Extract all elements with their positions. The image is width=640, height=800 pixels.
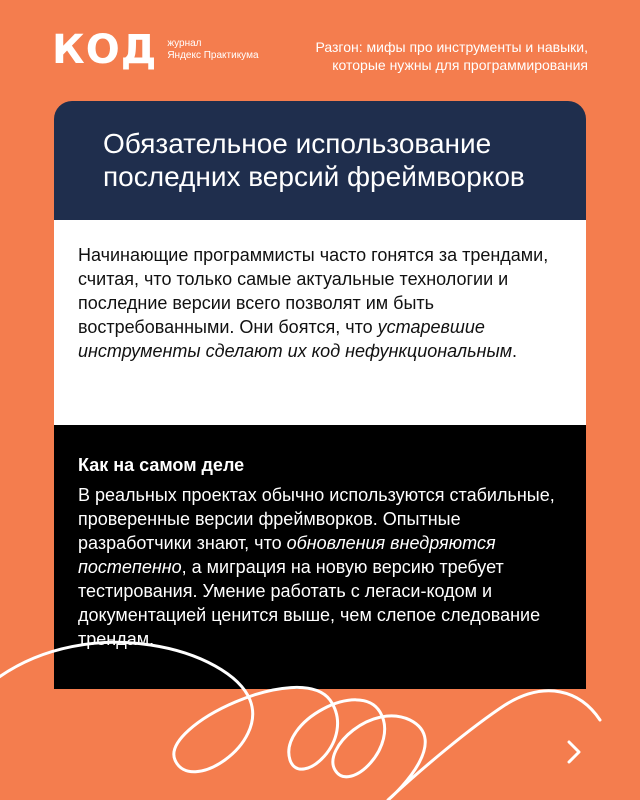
myth-lead: Начинающие программисты часто гонятся за трендами, считая, что только самые актуальные технологии и последние версии всего позволят им быть востребованными. Они боятся, что: [78, 245, 549, 337]
myth-section: [54, 220, 586, 425]
logo-subtitle-line2: Яндекс Практикума: [167, 50, 259, 61]
logo-subtitle-line1: журнал: [167, 38, 202, 49]
card-title-line2: последних версий фреймворков: [103, 161, 525, 192]
reality-part2: , а миграция на новую версию требует тестирования. Умение работать с легаси-кодом и документацией ценится выше, чем слепое следование трендам.: [78, 557, 541, 649]
myth-text: [78, 243, 564, 363]
reality-heading: Как на самом деле: [78, 455, 245, 475]
content-card: [54, 101, 586, 689]
header: [0, 0, 640, 100]
card-header: [54, 101, 586, 220]
card-title-line1: Обязательное использование: [103, 128, 492, 159]
myth-tail: .: [512, 341, 518, 361]
reality-section: [54, 425, 586, 689]
logo[interactable]: [52, 27, 259, 73]
series-title-line2: которые нужны для программирования: [332, 57, 588, 73]
reality-part1: В реальных проектах обычно используются стабильные, проверенные версии фреймворков. Опытные разработчики знают, что: [78, 485, 555, 553]
logo-wordmark: КОД: [52, 27, 158, 73]
logo-subtitle: [167, 38, 258, 62]
chevron-right-icon[interactable]: [562, 738, 586, 766]
card-title: [103, 127, 556, 193]
series-title-line1: Разгон: мифы про инструменты и навыки,: [315, 39, 588, 55]
reality-text: [78, 483, 564, 651]
reality-emphasis: обновления внедряются постепенно: [78, 533, 496, 577]
series-title: [288, 38, 588, 74]
myth-emphasis: устаревшие инструменты сделают их код нефункциональным: [78, 317, 513, 361]
